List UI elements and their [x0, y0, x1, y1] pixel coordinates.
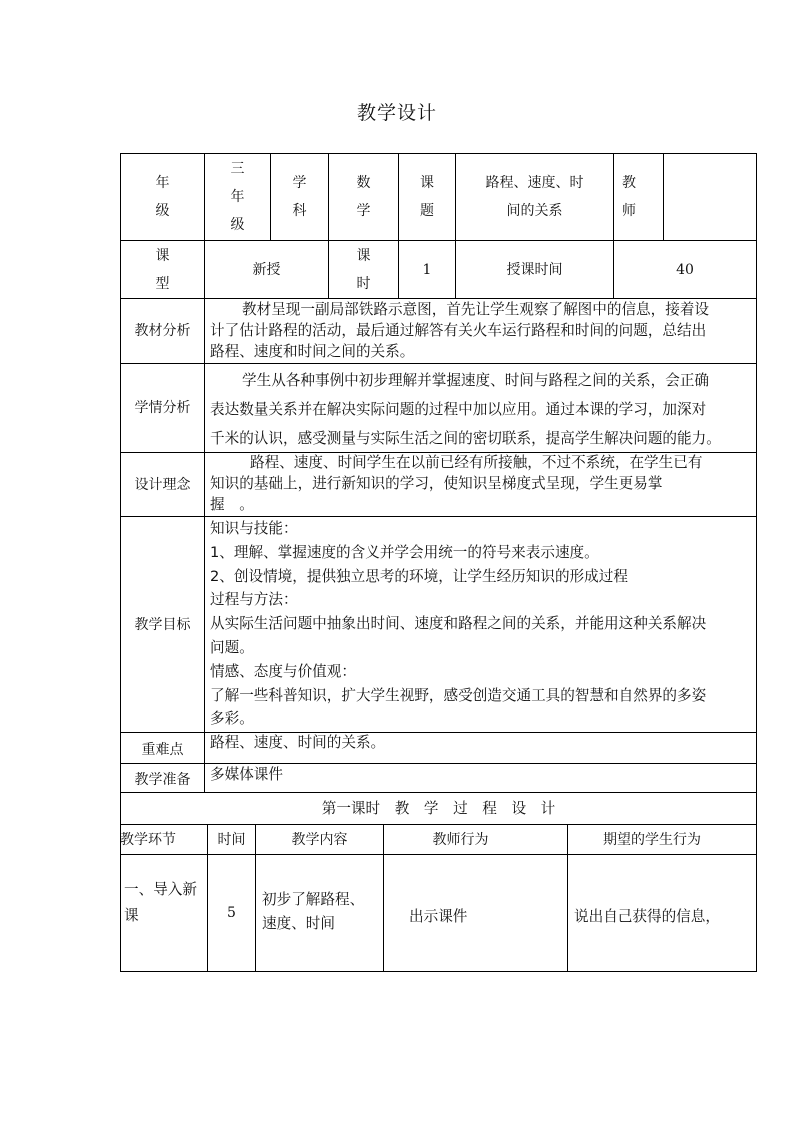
- lesson-type-value: 新授: [252, 261, 281, 278]
- preparation-label: 教学准备: [134, 771, 191, 788]
- process-row-teacher: 出示课件: [409, 908, 468, 925]
- subject-label: 学 科: [292, 175, 307, 219]
- lesson-hours-label: 课 时: [356, 247, 371, 292]
- topic-label: 课 题: [420, 175, 434, 219]
- grade-value: 三 年 级: [230, 161, 245, 233]
- topic-value: 路程、速度、时 间的关系: [485, 175, 584, 219]
- class-time-value: 40: [676, 261, 694, 278]
- textbook-analysis-text: 教材呈现一副局部铁路示意图，首先让学生观察了解图中的信息，接着设 计了估计路程的活动，最后通过解答有关火车运行路程和时间的问题，总结出 路程、速度和时间之间的关系。: [210, 301, 710, 360]
- student-analysis-text: 学生从各种事例中初步理解并掌握速度、时间与路程之间的关系，会正确 表达数量关系并在解决实际问题的过程中加以应用。通过本课的学习，加深对 千米的认识，感受测量与实际生活之间的密切联系，提高学生解决问题的能力。: [210, 372, 721, 447]
- key-points-text: 路程、速度、时间的关系。: [210, 734, 386, 751]
- lesson-type-label: 课 型: [155, 247, 170, 292]
- design-concept-text: 路程、速度、时间学生在以前已经有所接触，不过不系统，在学生已有 知识的基础上，进行新知识的学习，使知识呈梯度式呈现，学生更易掌 握 。: [210, 454, 703, 513]
- process-header-content: 教学内容: [291, 831, 348, 848]
- teacher-value: [664, 154, 756, 240]
- process-header-time: 时间: [217, 831, 246, 848]
- grade-label: 年 级: [155, 175, 170, 219]
- process-row-time: 5: [227, 905, 236, 921]
- teacher-label: 教 师: [622, 175, 636, 219]
- class-time-label: 授课时间: [506, 261, 563, 278]
- process-header-stage: 教学环节: [120, 831, 176, 848]
- process-row-student: 说出自己获得的信息，: [574, 908, 720, 925]
- process-row-stage: 一、导入新 课: [124, 881, 197, 924]
- teaching-goals-text: 知识与技能： 1、理解、掌握速度的含义并学会用统一的符号来表示速度。 2、创设情境，提供独立思考的环境，让学生经历知识的形成过程 过程与方法： 从实际生活问题中抽象出时间、速度和路程之间的关系，并能用这种关系解决 问题。 情感、态度与价值观： 了解一些科普知识，扩大学生视野，感受创造交通工具的智慧和自然界的多姿 多彩。: [210, 520, 707, 728]
- lesson-hours-value: 1: [422, 261, 432, 278]
- process-header-student: 期望的学生行为: [603, 831, 701, 848]
- textbook-analysis-label: 教材分析: [134, 323, 191, 339]
- preparation-text: 多媒体课件: [210, 766, 283, 783]
- process-header-teacher: 教师行为: [432, 831, 489, 848]
- student-analysis-label: 学情分析: [134, 400, 191, 416]
- teaching-goals-label: 教学目标: [134, 616, 191, 633]
- subject-value: 数 学: [356, 175, 371, 219]
- key-points-label: 重难点: [141, 742, 184, 758]
- process-title: 第一课时 教 学 过 程 设 计: [321, 799, 556, 817]
- design-concept-label: 设计理念: [134, 476, 191, 493]
- document-title: 教学设计: [356, 102, 437, 124]
- process-row-content: 初步了解路程、 速度、时间: [262, 891, 365, 932]
